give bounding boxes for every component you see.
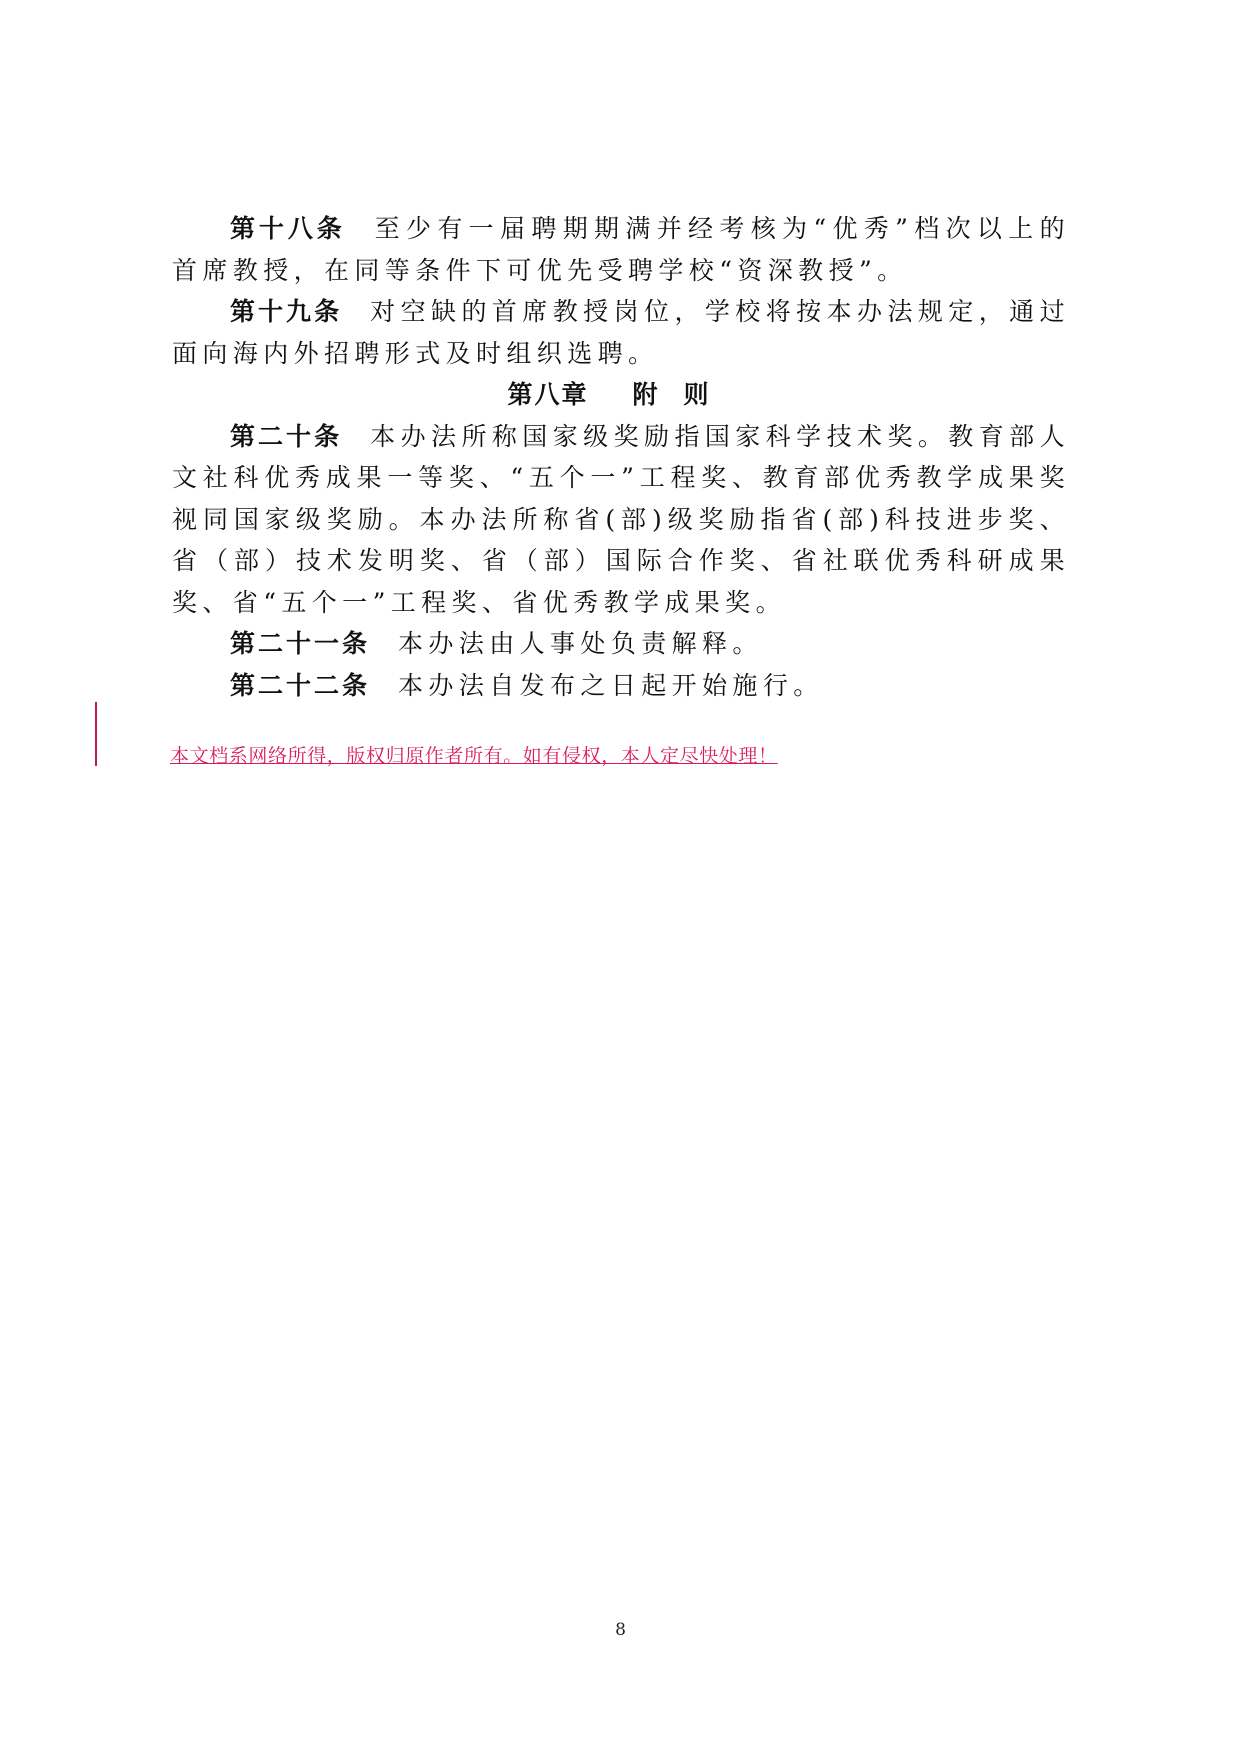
article-text: 本办法所称国家级奖励指国家科学技术奖。教育部人文社科优秀成果一等奖、“五个一”工程奖、教育部优秀教学成果奖视同国家级奖励。本办法所称省(部)级奖励指省(部)科技进步奖、省（部）技术发明奖、省（部）国际合作奖、省社联优秀科研成果奖、省“五个一”工程奖、省优秀教学成果奖。 [172,421,1070,617]
article-text: 至少有一届聘期期满并经考核为“优秀”档次以上的首席教授，在同等条件下可优先受聘学校“资深教授”。 [172,214,1070,285]
article-label: 第二十一条 [230,629,371,658]
article-label: 第十九条 [230,297,343,326]
revision-margin-bar [95,702,97,766]
document-body [172,208,1070,706]
article-18 [172,208,1070,291]
chapter-number: 第八章 [507,380,589,409]
article-label: 第二十条 [230,421,343,451]
chapter-heading [172,374,1070,416]
article-label: 第十八条 [230,214,346,243]
article-text: 本办法自发布之日起开始施行。 [398,670,824,700]
article-label: 第二十二条 [230,670,371,700]
article-21 [172,623,1070,665]
article-text: 本办法由人事处负责解释。 [398,629,763,658]
article-text: 对空缺的首席教授岗位，学校将按本办法规定，通过面向海内外招聘形式及时组织选聘。 [172,297,1070,368]
article-22 [172,665,1070,707]
copyright-notice: 本文档系网络所得，版权归原作者所有。如有侵权，本人定尽快处理！ [170,745,778,767]
chapter-title: 附则 [632,380,735,409]
article-19 [172,291,1070,374]
article-20 [172,416,1070,624]
page-number: 8 [615,1620,626,1640]
